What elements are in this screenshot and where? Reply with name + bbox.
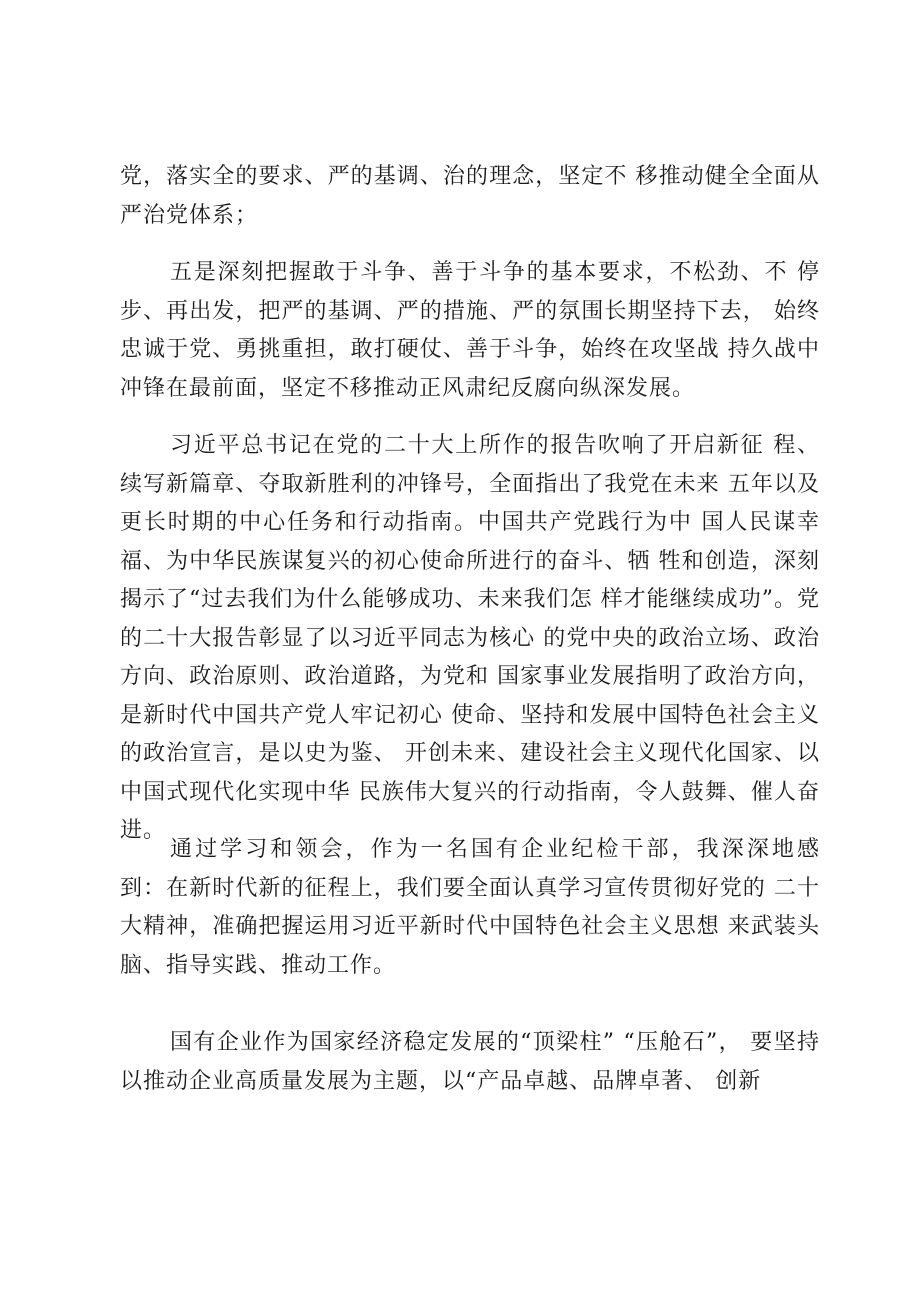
paragraph-point-five [120,254,820,408]
paragraph-text: 习近平总书记在党的二十大上所作的报告吹响了开启新征 程、续写新篇章、夺取新胜利的冲锋号，全面指出了我党在未来 五年以及更长时期的中心任务和行动指南。中国共产党践行为中 国人民谋幸福、为中华民族谋复兴的初心使命所进行的奋斗、牺 牲和创造，深刻揭示了“过去我们为什么能够成功、未来我们怎 样才能继续成功”。党的二十大报告彰显了以习近平同志为核心 的党中央的政治立场、政治方向、政治原则、政治道路，为党和 国家事业发展指明了政治方向，是新时代中国共产党人牢记初心 使命、坚持和发展中国特色社会主义的政治宣言，是以史为鉴、 开创未来、建设社会主义现代化国家、以中国式现代化实现中华 民族伟大复兴的行动指南，令人鼓舞、催人奋进。 [120,433,820,843]
paragraph-text: 国有企业作为国家经济稳定发展的“顶梁柱” “压舱石”， 要坚持以推动企业高质量发展为主题，以“产品卓越、品牌卓著、 创新 [120,1030,820,1094]
paragraph-personal-reflection [120,831,820,985]
paragraph-state-enterprise [120,1024,820,1101]
paragraph-continuation [120,158,820,235]
paragraph-text: 通过学习和领会，作为一名国有企业纪检干部，我深深地感 到：在新时代新的征程上，我们要全面认真学习宣传贯彻好党的 二十大精神，准确把握运用习近平新时代中国特色社会主义思想 来武装头脑、指导实践、推动工作。 [120,837,820,978]
paragraph-report-summary [120,427,820,851]
paragraph-text: 党，落实全的要求、严的基调、治的理念，坚定不 移推动健全全面从严治党体系； [120,164,820,228]
paragraph-text: 五是深刻把握敢于斗争、善于斗争的基本要求，不松劲、不 停步、再出发，把严的基调、严的措施、严的氛围长期坚持下去， 始终忠诚于党、勇挑重担，敢打硬仗、善于斗争，始终在攻坚战 持久战中冲锋在最前面，坚定不移推动正风肃纪反腐向纵深发展。 [120,260,820,401]
